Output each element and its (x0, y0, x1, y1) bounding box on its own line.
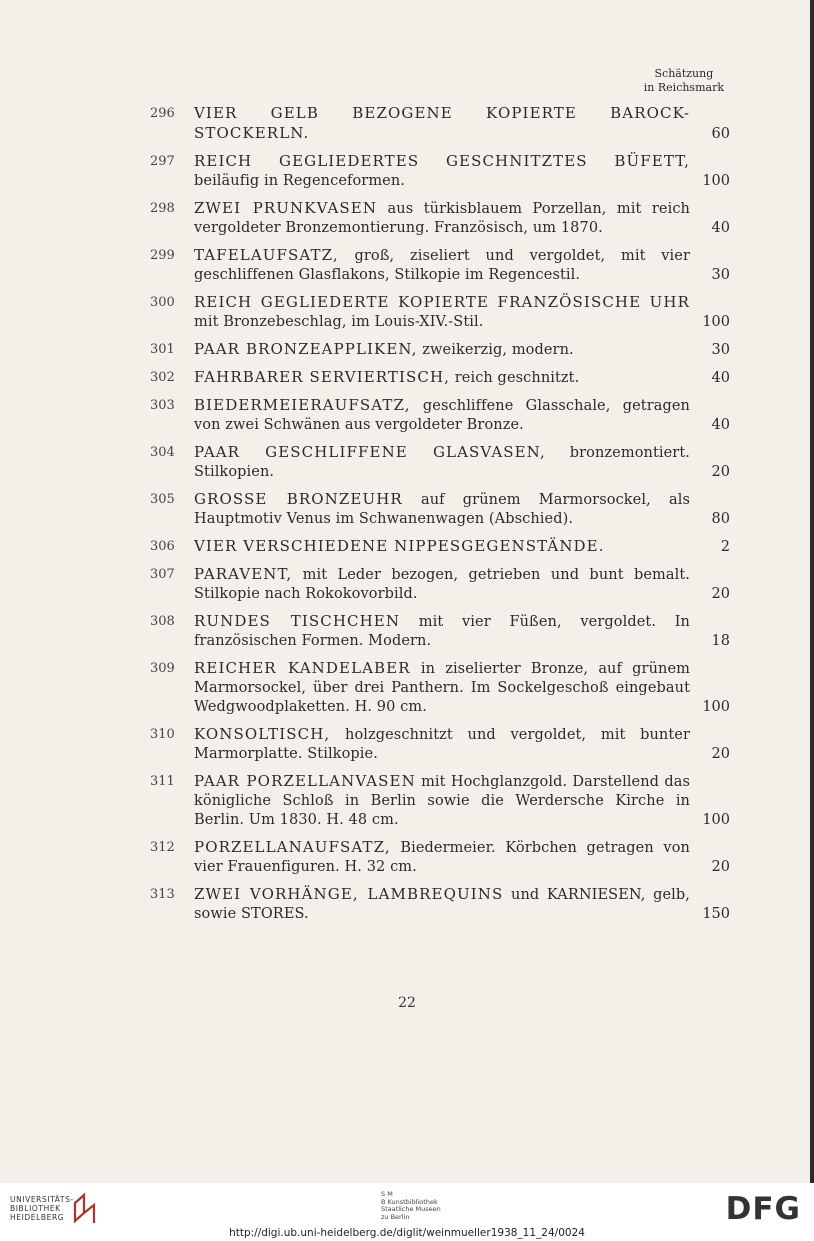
catalog-entry (150, 838, 730, 877)
smk-line-3: Staatliche Museen (381, 1205, 441, 1213)
catalog-entry (150, 152, 730, 191)
uni-line-3: HEIDELBERG (10, 1213, 65, 1222)
entry-title: TAFELAUFSATZ, (194, 246, 339, 264)
page-number: 22 (398, 995, 416, 1011)
entry-description (194, 199, 690, 238)
lot-number: 309 (150, 661, 175, 676)
catalog-entry (150, 537, 730, 557)
estimate-price: 80 (711, 511, 730, 527)
lot-number: 297 (150, 154, 175, 169)
permalink-url[interactable]: http://digi.ub.uni-heidelberg.de/diglit/weinmueller1938_11_24/0024 (229, 1227, 585, 1239)
lot-number: 312 (150, 840, 175, 855)
estimate-price: 20 (711, 586, 730, 602)
entry-text: groß, ziseliert und vergoldet, mit vier geschliffenen Glasflakons, Stilkopie im Regencestil. (194, 248, 690, 283)
entry-description (194, 293, 690, 332)
uni-line-1: UNIVERSITÄTS- (10, 1195, 74, 1204)
estimate-price: 30 (711, 267, 730, 283)
catalog-entry (150, 396, 730, 435)
digitization-footer (0, 1183, 814, 1241)
entry-description (194, 565, 690, 604)
entry-description (194, 443, 690, 482)
entry-title: VIER VERSCHIEDENE NIPPESGEGENSTÄNDE. (194, 537, 605, 555)
estimate-price: 30 (711, 342, 730, 358)
entry-description (194, 340, 690, 360)
entry-title: ZWEI VORHÄNGE, LAMBREQUINS (194, 885, 504, 903)
entry-text: geschliffene Glasschale, getragen von zwei Schwänen aus vergoldeter Bronze. (194, 398, 690, 433)
entry-text: und KARNIESEN, gelb, sowie STORES. (194, 887, 690, 922)
entry-description (194, 885, 690, 924)
lot-number: 306 (150, 539, 175, 554)
entry-description (194, 368, 690, 388)
entry-text: mit vier Füßen, vergoldet. In französischen Formen. Modern. (194, 614, 690, 649)
lot-number: 304 (150, 445, 175, 460)
estimate-price: 100 (702, 173, 730, 189)
entry-title: RUNDES TISCHCHEN (194, 612, 401, 630)
entry-description (194, 396, 690, 435)
catalog-entry (150, 246, 730, 285)
catalog-entry (150, 368, 730, 388)
lot-number: 305 (150, 492, 175, 507)
estimate-price: 20 (711, 464, 730, 480)
entry-description (194, 104, 690, 144)
catalog-entry (150, 199, 730, 238)
entry-text: Biedermeier. Körbchen getragen von vier Frauenfiguren. H. 32 cm. (194, 840, 690, 875)
page-edge-shadow (810, 0, 814, 1183)
entry-title: FAHRBARER SERVIERTISCH, (194, 368, 451, 386)
estimate-price: 100 (702, 314, 730, 330)
entry-description (194, 725, 690, 764)
lot-number: 299 (150, 248, 175, 263)
estimate-price: 40 (711, 417, 730, 433)
lot-number: 310 (150, 727, 175, 742)
entry-title: BIEDERMEIERAUFSATZ, (194, 396, 411, 414)
estimate-price: 20 (711, 746, 730, 762)
estimate-price: 150 (702, 906, 730, 922)
lot-number: 313 (150, 887, 175, 902)
entry-title: REICH GEGLIEDERTES GESCHNITZTES BÜFETT, (194, 152, 690, 170)
entry-description (194, 490, 690, 529)
entry-title: PORZELLANAUFSATZ, (194, 838, 391, 856)
lot-number: 307 (150, 567, 175, 582)
catalog-entry (150, 565, 730, 604)
entry-text: aus türkisblauem Porzellan, mit reich vergoldeter Bronzemontierung. Französisch, um 1870. (194, 201, 690, 236)
entry-text: zweikerzig, modern. (417, 342, 574, 358)
entry-title: PAAR BRONZEAPPLIKEN, (194, 340, 418, 358)
entry-description (194, 152, 690, 191)
entry-title: PAAR GESCHLIFFENE GLASVASEN, (194, 443, 546, 461)
catalog-entry (150, 443, 730, 482)
entry-title: PAAR PORZELLANVASEN (194, 772, 416, 790)
entry-title: VIER GELB BEZOGENE KOPIERTE BAROCK-STOCKERLN. (194, 104, 690, 142)
lot-number: 311 (150, 774, 175, 789)
entry-text: mit Bronzebeschlag, im Louis-XIV.-Stil. (194, 314, 484, 330)
header-line-1: Schätzung (654, 67, 714, 80)
entry-description (194, 772, 690, 830)
entry-description (194, 659, 690, 717)
entry-title: REICH GEGLIEDERTE KOPIERTE FRANZÖSISCHE UHR (194, 293, 690, 311)
estimate-price: 40 (711, 220, 730, 236)
catalog-entry (150, 490, 730, 529)
lot-number: 302 (150, 370, 175, 385)
estimate-price: 18 (711, 633, 730, 649)
entry-text: beiläufig in Regenceformen. (194, 173, 406, 189)
entry-title: GROSSE BRONZEUHR (194, 490, 403, 508)
lot-number: 301 (150, 342, 175, 357)
catalog-entry (150, 340, 730, 360)
catalog-entry (150, 772, 730, 830)
lot-number: 303 (150, 398, 175, 413)
estimate-price: 60 (711, 126, 730, 142)
estimate-price: 20 (711, 859, 730, 875)
estimate-price: 2 (720, 539, 730, 555)
entry-description (194, 838, 690, 877)
entry-text: auf grünem Marmorsockel, als Hauptmotiv Venus im Schwanenwagen (Abschied). (194, 492, 691, 527)
entry-text: in ziselierter Bronze, auf grünem Marmorsockel, über drei Panthern. Im Sockelgeschoß eingebaut Wedgwoodplaketten. H. 90 cm. (194, 661, 690, 715)
entry-text: mit Leder bezogen, getrieben und bunt bemalt. Stilkopie nach Rokokovorbild. (194, 567, 690, 602)
lot-number: 308 (150, 614, 175, 629)
uni-line-2: BIBLIOTHEK (10, 1204, 61, 1213)
lot-number: 298 (150, 201, 175, 216)
entry-text: reich geschnitzt. (450, 370, 580, 386)
header-line-2: in Reichsmark (643, 81, 724, 94)
catalog-entry (150, 659, 730, 717)
lot-number: 300 (150, 295, 175, 310)
dfg-logo: DFG (725, 1191, 801, 1227)
estimate-price: 100 (702, 699, 730, 715)
estimate-price: 100 (702, 812, 730, 828)
entry-text: mit Hochglanzgold. Darstellend das königliche Schloß in Berlin sowie die Werdersche Kirche in Berlin. Um 1830. H. 48 cm. (194, 774, 690, 828)
catalog-entry (150, 885, 730, 924)
lot-number: 296 (150, 106, 175, 121)
entry-description (194, 612, 690, 651)
university-logo-icon (72, 1191, 98, 1225)
smk-line-1: S M (381, 1190, 393, 1198)
smk-line-2: B Kunstbibliothek (381, 1197, 438, 1206)
catalog-entry (150, 104, 730, 144)
smk-line-4: zu Berlin (381, 1212, 410, 1221)
entry-title: PARAVENT, (194, 565, 293, 583)
smb-kunstbibliothek-label (381, 1191, 441, 1221)
entry-title: REICHER KANDELABER (194, 659, 411, 677)
entry-title: KONSOLTISCH, (194, 725, 331, 743)
entry-description (194, 537, 690, 557)
estimate-column-header (644, 67, 724, 95)
catalog-entries (150, 104, 730, 932)
catalog-entry (150, 612, 730, 651)
entry-text: holzgeschnitzt und vergoldet, mit bunter Marmorplatte. Stilkopie. (194, 727, 690, 762)
entry-text: bronzemontiert. Stilkopien. (194, 445, 690, 480)
university-library-label (10, 1195, 74, 1222)
catalog-entry (150, 725, 730, 764)
estimate-price: 40 (711, 370, 730, 386)
entry-description (194, 246, 690, 285)
catalog-entry (150, 293, 730, 332)
entry-title: ZWEI PRUNKVASEN (194, 199, 378, 217)
